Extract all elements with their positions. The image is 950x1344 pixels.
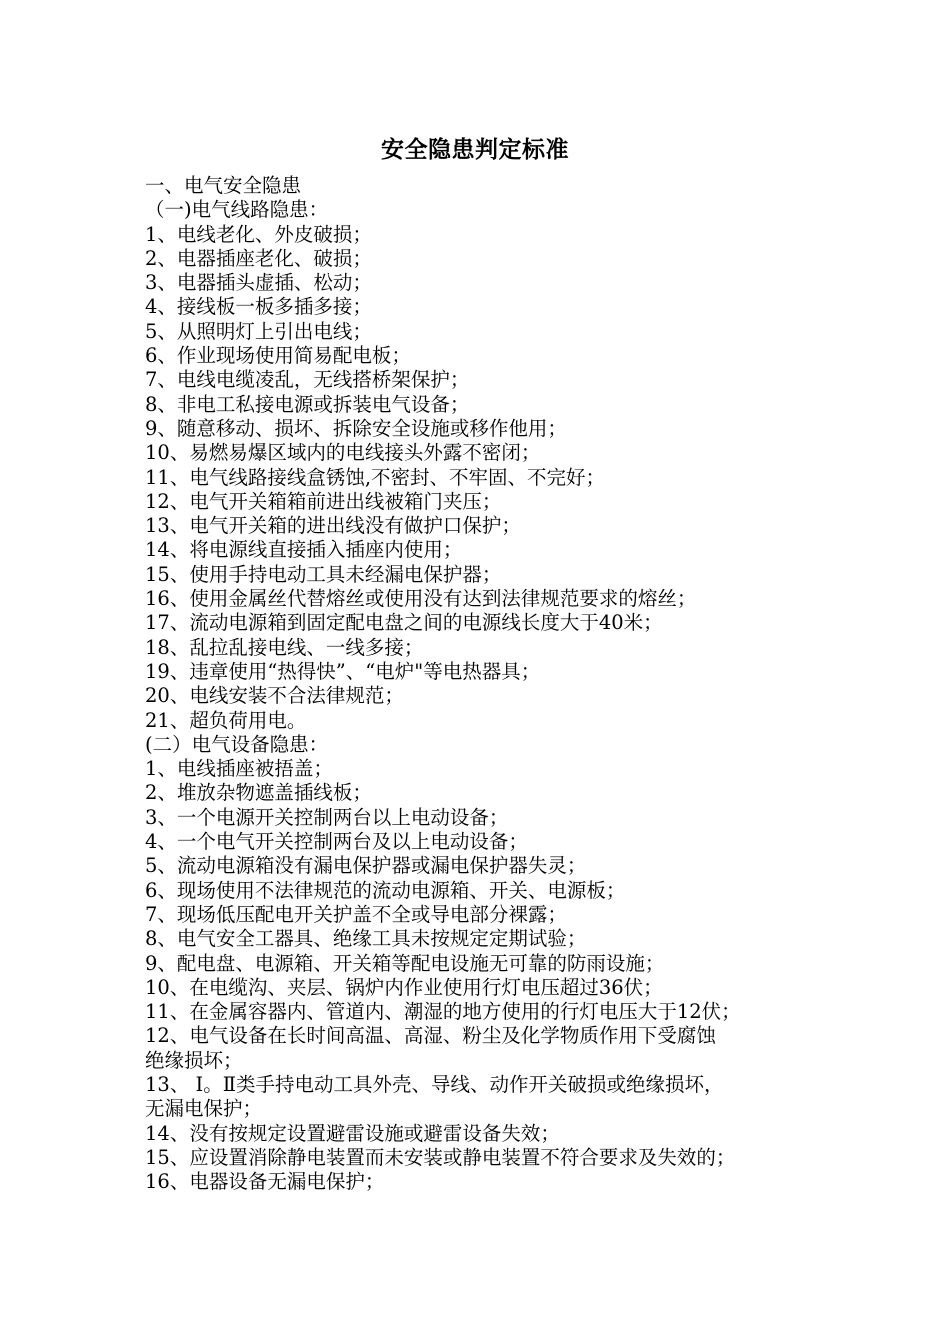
text-line: 9、随意移动、损坏、拆除安全设施或移作他用； <box>145 416 567 440</box>
text-line: 10、在电缆沟、夹层、锅炉内作业使用行灯电压超过36伏； <box>145 975 663 999</box>
text-line: 1、电线老化、外皮破损； <box>145 222 372 246</box>
text-line: （一)电气线路隐患： <box>145 198 329 222</box>
text-line: 绝缘损坏； <box>145 1048 243 1072</box>
text-line: 4、一个电气开关控制两台及以上电动设备； <box>145 830 528 854</box>
text-line: 15、使用手持电动工具未经漏电保护器； <box>145 562 502 586</box>
text-line: 6、作业现场使用简易配电板； <box>145 344 411 368</box>
text-line: 9、配电盘、电源箱、开关箱等配电设施无可靠的防雨设施； <box>145 951 665 975</box>
text-line: 7、现场低压配电开关护盖不全或导电部分裸露； <box>145 902 567 926</box>
text-line: 13、电气开关箱的进出线没有做护口保护； <box>145 514 521 538</box>
text-line: 8、非电工私接电源或拆装电气设备； <box>145 392 470 416</box>
text-line: 19、违章使用“热得快”、“电炉"等电热器具； <box>145 659 541 683</box>
text-line: 13、 Ⅰ。Ⅱ类手持电动工具外壳、导线、动作开关破损或绝缘损坏， <box>145 1072 724 1096</box>
text-line: 12、电气设备在长时间高温、高湿、粉尘及化学物质作用下受腐蚀 <box>145 1024 716 1048</box>
text-line: 5、从照明灯上引出电线； <box>145 319 372 343</box>
text-line: 11、电气线路接线盒锈蚀,不密封、不牢固、不完好； <box>145 465 606 489</box>
text-line: 12、电气开关箱箱前进出线被箱门夹压； <box>145 489 502 513</box>
document-body <box>145 174 820 1194</box>
text-line: 8、电气安全工器具、绝缘工具未按规定定期试验； <box>145 927 587 951</box>
text-line: 2、堆放杂物遮盖插线板； <box>145 781 372 805</box>
text-line: 21、超负荷用电。 <box>145 708 307 732</box>
text-line: 1、电线插座被捂盖； <box>145 757 333 781</box>
text-line: 5、流动电源箱没有漏电保护器或漏电保护器失灵； <box>145 854 587 878</box>
text-line: 14、没有按规定设置避雷设施或避雷设备失效； <box>145 1121 560 1145</box>
text-line: 2、电器插座老化、破损； <box>145 246 372 270</box>
text-line: 4、接线板一板多插多接； <box>145 295 372 319</box>
text-line: 16、使用金属丝代替熔丝或使用没有达到法律规范要求的熔丝； <box>145 587 697 611</box>
text-line: 10、易燃易爆区域内的电线接头外露不密闭； <box>145 441 541 465</box>
text-line: 17、流动电源箱到固定配电盘之间的电源线长度大于40米； <box>145 611 663 635</box>
text-line: 7、电线电缆凌乱，无线搭桥架保护； <box>145 368 470 392</box>
text-line: 6、现场使用不法律规范的流动电源箱、开关、电源板； <box>145 878 626 902</box>
text-line: 15、应设置消除静电装置而未安装或静电装置不符合要求及失效的； <box>145 1145 736 1169</box>
text-line: 3、一个电源开关控制两台以上电动设备； <box>145 805 509 829</box>
text-line: 3、电器插头虚插、松动； <box>145 271 372 295</box>
text-line: (二）电气设备隐患： <box>145 732 329 756</box>
text-line: 11、在金属容器内、管道内、潮湿的地方使用的行灯电压大于12伏； <box>145 1000 741 1024</box>
text-line: 14、将电源线直接插入插座内使用； <box>145 538 463 562</box>
text-line: 20、电线安装不合法律规范； <box>145 684 404 708</box>
text-line: 18、乱拉乱接电线、一线多接； <box>145 635 424 659</box>
text-line: 无漏电保护； <box>145 1097 263 1121</box>
document-title: 安全隐患判定标准 <box>381 136 569 163</box>
text-line: 一、电气安全隐患 <box>145 174 302 197</box>
text-line: 16、电器设备无漏电保护； <box>145 1170 385 1194</box>
